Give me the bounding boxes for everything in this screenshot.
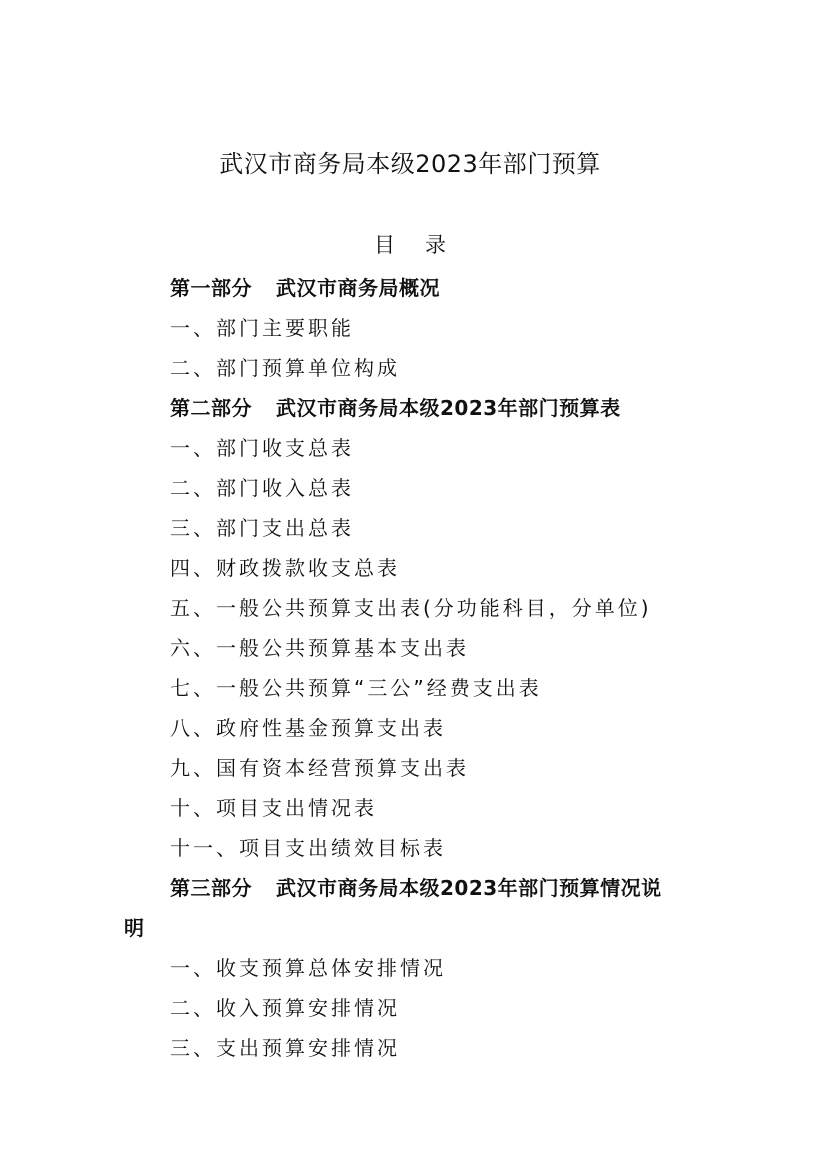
item-number: 九、 [170, 756, 216, 780]
item-text: 财政拨款收支总表 [216, 556, 400, 580]
item-number: 一、 [170, 956, 216, 980]
toc-item[interactable] [0, 788, 820, 828]
item-number: 四、 [170, 556, 216, 580]
item-number: 二、 [170, 476, 216, 500]
part-title-continuation: 明 [124, 916, 144, 940]
toc-item[interactable] [0, 1028, 820, 1068]
item-text: 一般公共预算支出表(分功能科目，分单位) [216, 596, 652, 620]
item-text: 部门主要职能 [216, 316, 354, 340]
toc-item[interactable] [0, 748, 820, 788]
toc-part-3-title-wrap [0, 908, 820, 948]
item-text: 收入预算安排情况 [216, 996, 400, 1020]
item-number: 十、 [170, 796, 216, 820]
toc-heading [0, 230, 820, 260]
toc-item[interactable] [0, 948, 820, 988]
item-text: 项目支出绩效目标表 [239, 836, 446, 860]
toc-part-3[interactable] [0, 868, 820, 908]
toc-item[interactable] [0, 828, 820, 868]
item-text: 收支预算总体安排情况 [216, 956, 446, 980]
item-number: 三、 [170, 516, 216, 540]
item-text: 政府性基金预算支出表 [216, 716, 446, 740]
toc-part-2[interactable] [0, 388, 820, 428]
item-number: 五、 [170, 596, 216, 620]
toc-part-1[interactable] [0, 268, 820, 308]
table-of-contents [0, 268, 820, 1068]
toc-item[interactable] [0, 668, 820, 708]
item-number: 二、 [170, 356, 216, 380]
toc-item[interactable] [0, 468, 820, 508]
item-text: 项目支出情况表 [216, 796, 377, 820]
item-number: 六、 [170, 636, 216, 660]
part-label: 第二部分 [170, 396, 252, 420]
part-title: 武汉市商务局概况 [276, 276, 440, 300]
part-label: 第三部分 [170, 876, 252, 900]
item-text: 国有资本经营预算支出表 [216, 756, 469, 780]
part-title: 武汉市商务局本级2023年部门预算情况说 [276, 876, 662, 900]
toc-item[interactable] [0, 348, 820, 388]
item-number: 七、 [170, 676, 216, 700]
toc-item[interactable] [0, 988, 820, 1028]
item-number: 三、 [170, 1036, 216, 1060]
item-text: 部门收入总表 [216, 476, 354, 500]
toc-item[interactable] [0, 308, 820, 348]
item-text: 部门支出总表 [216, 516, 354, 540]
item-number: 一、 [170, 436, 216, 460]
item-number: 十一、 [170, 836, 239, 860]
document-title: 武汉市商务局本级2023年部门预算 [219, 150, 601, 178]
item-text: 支出预算安排情况 [216, 1036, 400, 1060]
toc-item[interactable] [0, 428, 820, 468]
item-text: 一般公共预算“三公”经费支出表 [216, 676, 542, 700]
item-text: 一般公共预算基本支出表 [216, 636, 469, 660]
toc-item[interactable] [0, 628, 820, 668]
item-number: 二、 [170, 996, 216, 1020]
part-title: 武汉市商务局本级2023年部门预算表 [276, 396, 621, 420]
toc-item[interactable] [0, 588, 820, 628]
toc-heading-char-1: 目 [374, 233, 395, 257]
item-number: 八、 [170, 716, 216, 740]
toc-heading-char-2: 录 [425, 233, 446, 257]
item-text: 部门预算单位构成 [216, 356, 400, 380]
toc-item[interactable] [0, 548, 820, 588]
toc-item[interactable] [0, 708, 820, 748]
part-label: 第一部分 [170, 276, 252, 300]
toc-item[interactable] [0, 508, 820, 548]
item-number: 一、 [170, 316, 216, 340]
item-text: 部门收支总表 [216, 436, 354, 460]
